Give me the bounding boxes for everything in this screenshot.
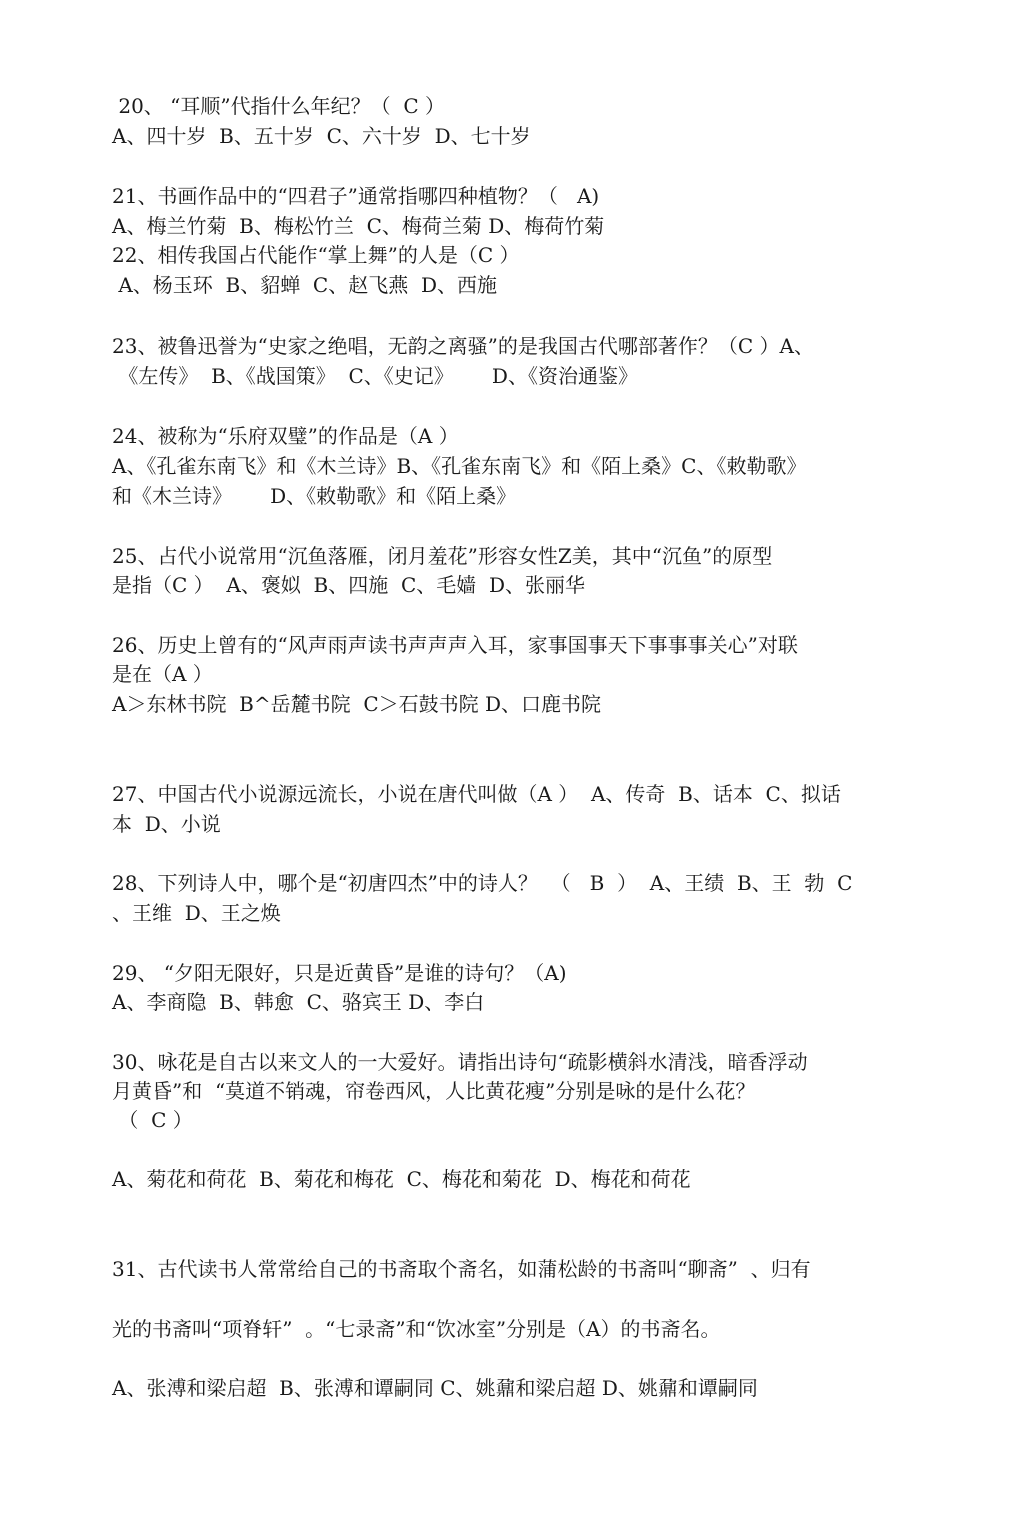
question-26-stem: 26、历史上曾有的“风声雨声读书声声声入耳，家事国事天下事事事关心”对联 xyxy=(112,633,798,657)
question-25-stem: 25、占代小说常用“沉鱼落雁，闭月羞花”形容女性Z美，其中“沉鱼”的原型 xyxy=(112,544,773,568)
question-30-answer: （ C ） xyxy=(112,1108,193,1132)
question-31-options: A、张溥和梁启超 B、张溥和谭嗣同 C、姚鼐和梁启超 D、姚鼐和谭嗣同 xyxy=(112,1376,758,1400)
question-24-options-cont: 和《木兰诗》 D、《敕勒歌》和《陌上桑》 xyxy=(112,484,517,508)
question-23-stem: 23、被鲁迅誉为“史家之绝唱，无韵之离骚”的是我国古代哪部著作？（C ）A、 xyxy=(112,334,815,358)
question-29-stem: 29、 “夕阳无限好，只是近黄昏”是谁的诗句？（A) xyxy=(112,961,567,985)
question-30-stem-cont: 月黄昏”和 “莫道不销魂，帘卷西风，人比黄花瘦”分别是咏的是什么花？ xyxy=(112,1079,756,1103)
question-30-options: A、菊花和荷花 B、菊花和梅花 C、梅花和菊花 D、梅花和荷花 xyxy=(112,1167,691,1191)
question-31-stem-cont: 光的书斋叫“项脊轩” 。“七录斋”和“饮冰室”分别是（A）的书斋名。 xyxy=(112,1317,721,1341)
question-20-stem: 20、 “耳顺”代指什么年纪？（ C ） xyxy=(112,94,445,118)
question-26-options: A＞东林书院 B^岳麓书院 C＞石鼓书院 D、口鹿书院 xyxy=(112,692,602,716)
question-28-options-cont: 、王维 D、王之焕 xyxy=(112,901,281,925)
question-23-options: 《左传》 B、《战国策》 C、《史记》 D、《资治通鉴》 xyxy=(112,364,638,388)
question-29-options: A、李商隐 B、韩愈 C、骆宾王 D、李白 xyxy=(112,990,485,1014)
question-27-options-cont: 本 D、小说 xyxy=(112,812,221,836)
question-21-options: A、梅兰竹菊 B、梅松竹兰 C、梅荷兰菊 D、梅荷竹菊 xyxy=(112,214,605,238)
question-27-stem: 27、中国古代小说源远流长，小说在唐代叫做（A ） A、传奇 B、话本 C、拟话 xyxy=(112,782,841,806)
question-20-options: A、四十岁 B、五十岁 C、六十岁 D、七十岁 xyxy=(112,124,531,148)
question-26-stem-cont: 是在（A ） xyxy=(112,662,213,686)
question-30-stem: 30、咏花是自古以来文人的一大爱好。请指出诗句“疏影横斜水清浅，暗香浮动 xyxy=(112,1050,808,1074)
question-24-options: A、《孔雀东南飞》和《木兰诗》B、《孔雀东南飞》和《陌上桑》C、《敕勒歌》 xyxy=(112,454,807,478)
question-28-stem: 28、下列诗人中，哪个是“初唐四杰”中的诗人？ （ B ） A、王绩 B、王 勃 C xyxy=(112,871,853,895)
question-25-options: 是指（C ） A、褒姒 B、四施 C、毛嫱 D、张丽华 xyxy=(112,573,585,597)
question-22-options: A、杨玉环 B、貂蝉 C、赵飞燕 D、西施 xyxy=(112,273,497,297)
question-21-stem: 21、书画作品中的“四君子”通常指哪四种植物？（ A) xyxy=(112,184,600,208)
question-22-stem: 22、相传我国占代能作“掌上舞”的人是（C ） xyxy=(112,243,520,267)
question-31-stem: 31、古代读书人常常给自己的书斋取个斋名，如蒲松龄的书斋叫“聊斋” 、归有 xyxy=(112,1257,811,1281)
question-24-stem: 24、被称为“乐府双璧”的作品是（A ） xyxy=(112,424,459,448)
